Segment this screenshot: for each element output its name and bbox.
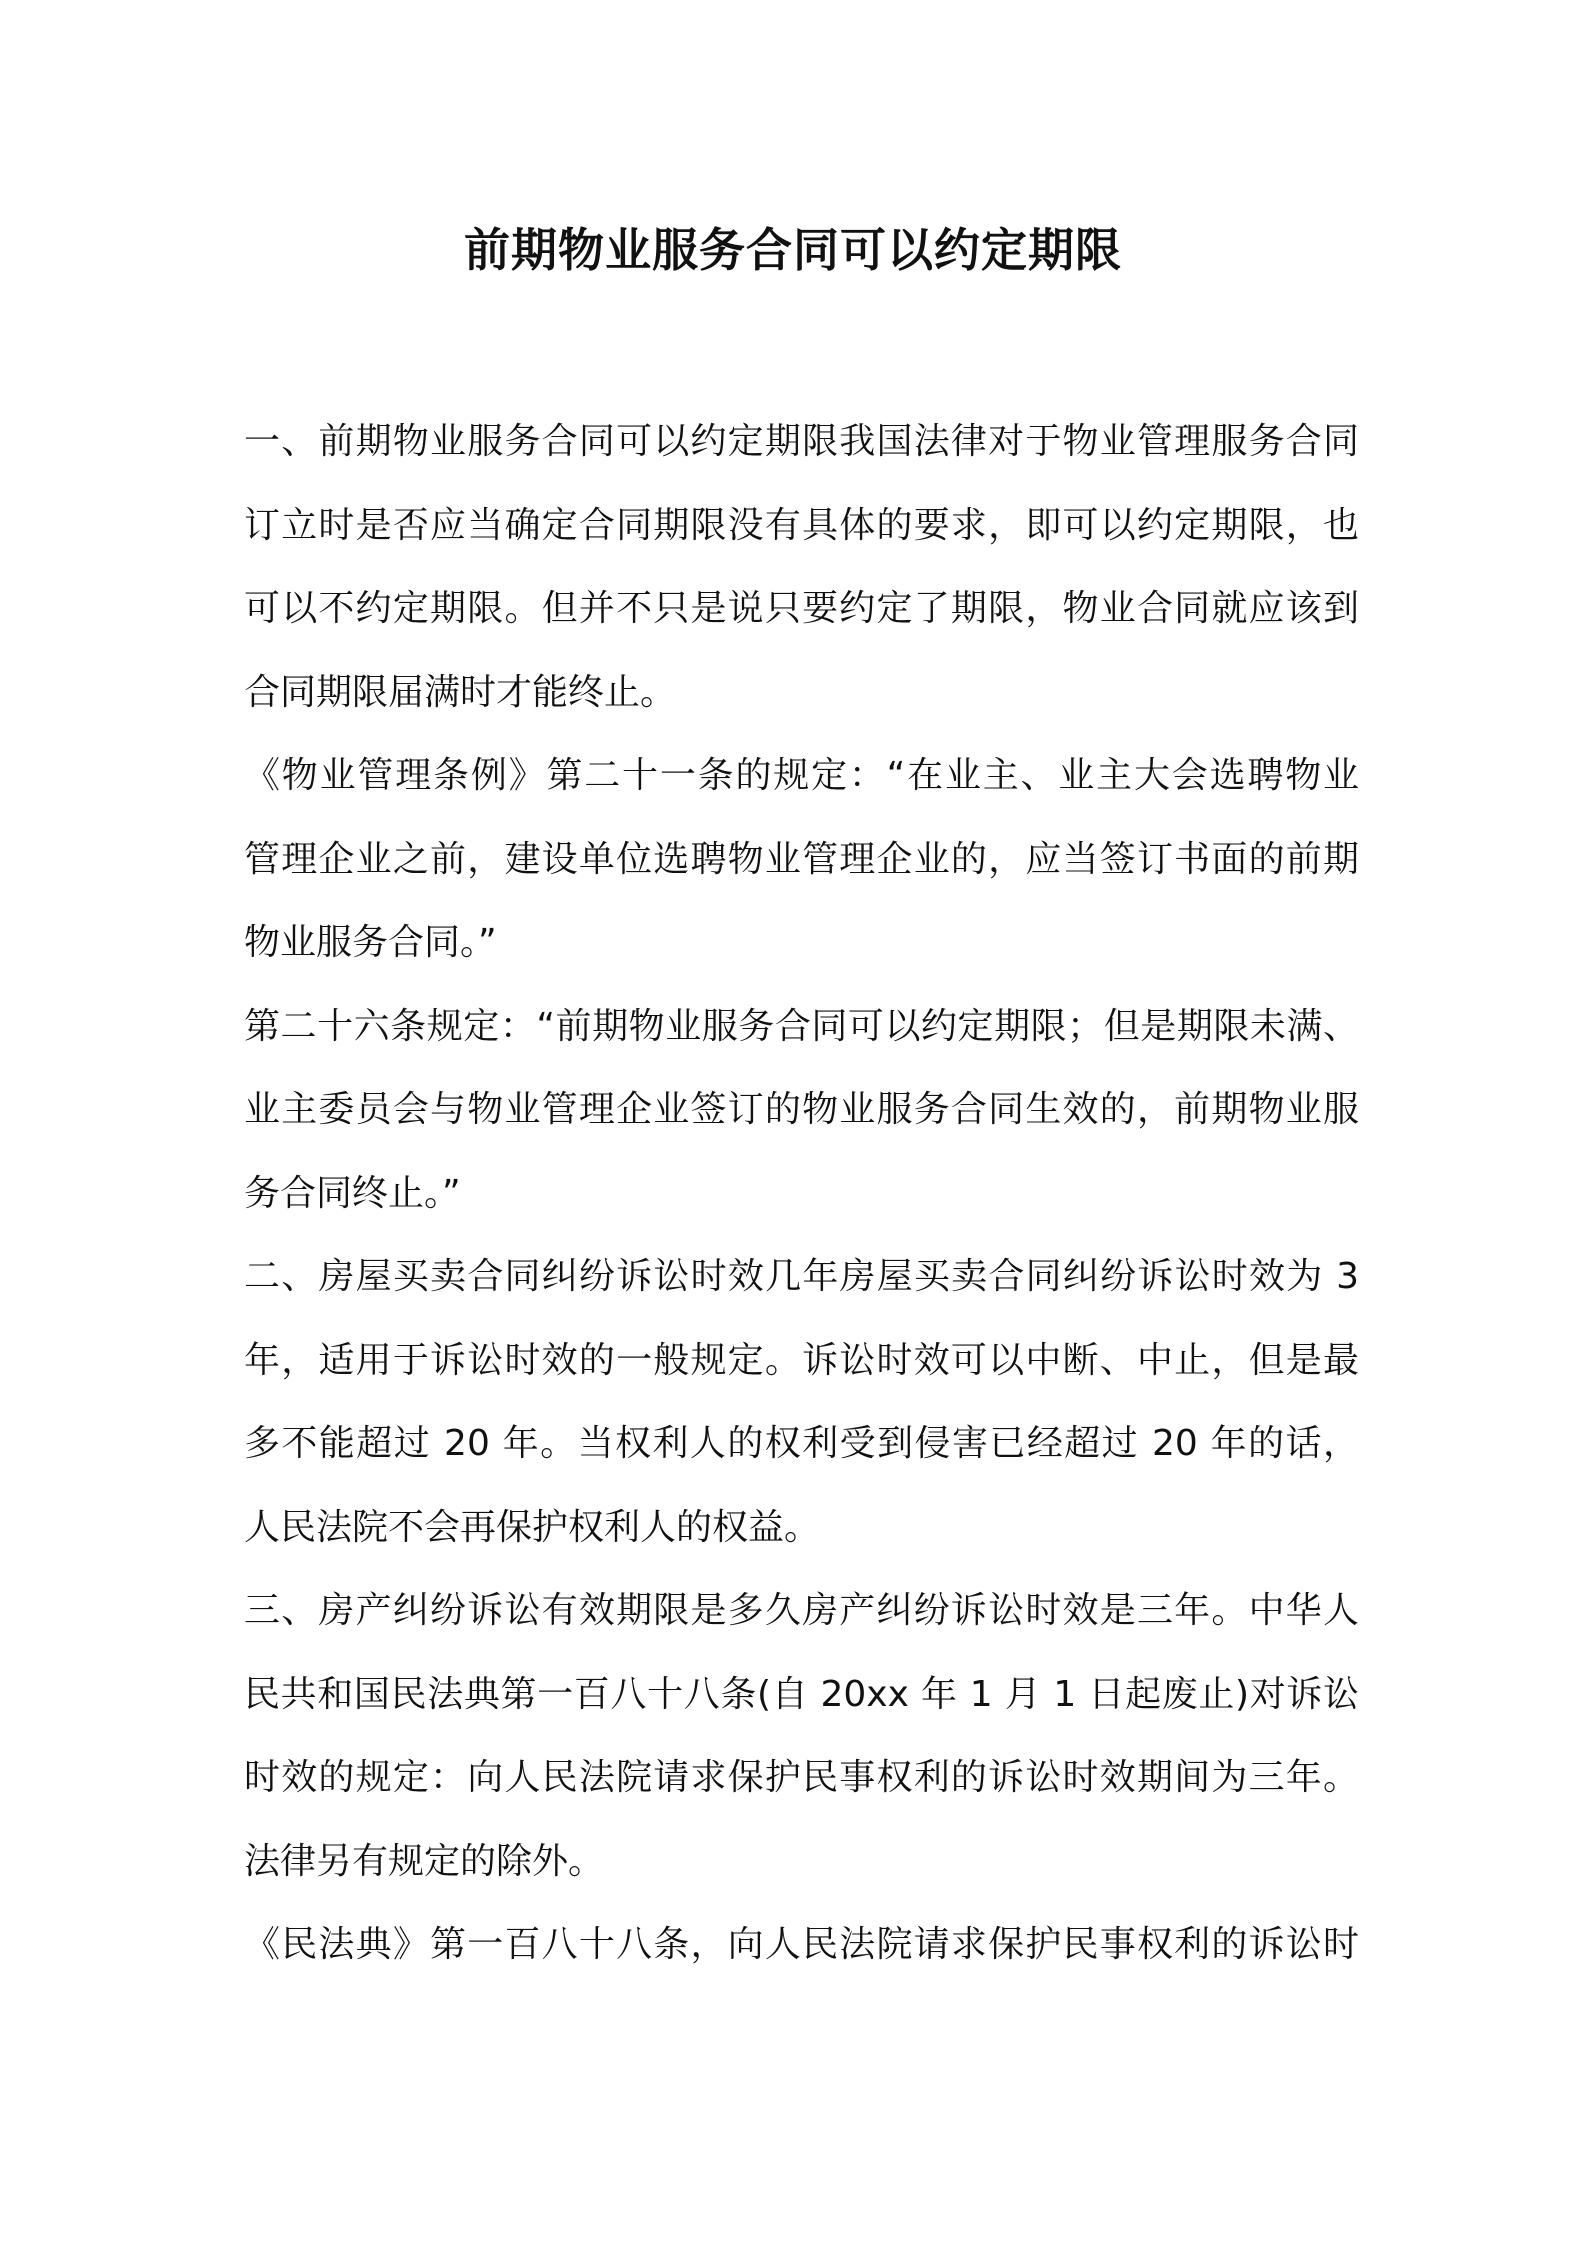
body-line: 《民法典》第一百八十八条，向人民法院请求保护民事权利的诉讼时	[244, 1924, 1359, 1965]
body-line: 年，适用于诉讼时效的一般规定。诉讼时效可以中断、中止，但是最	[244, 1339, 1359, 1381]
body-line: 时效的规定：向人民法院请求保护民事权利的诉讼时效期间为三年。	[244, 1757, 1359, 1798]
document-body	[244, 400, 1359, 1987]
body-line: 人民法院不会再保护权利人的权益。	[244, 1506, 821, 1548]
body-line: 管理企业之前，建设单位选聘物业管理企业的，应当签订书面的前期	[244, 838, 1359, 880]
body-line: 可以不约定期限。但并不只是说只要约定了期限，物业合同就应该到	[244, 588, 1359, 629]
body-line: 订立时是否应当确定合同期限没有具体的要求，即可以约定期限，也	[244, 504, 1359, 546]
body-line: 二、房屋买卖合同纠纷诉讼时效几年房屋买卖合同纠纷诉讼时效为 3	[244, 1256, 1359, 1297]
body-line: 合同期限届满时才能终止。	[244, 671, 677, 713]
body-line: 民共和国民法典第一百八十八条(自 20xx 年 1 月 1 日起废止)对诉讼	[244, 1673, 1359, 1715]
body-line: 《物业管理条例》第二十一条的规定：“在业主、业主大会选聘物业	[244, 755, 1359, 796]
body-line: 一、前期物业服务合同可以约定期限我国法律对于物业管理服务合同	[244, 421, 1359, 462]
body-line: 业主委员会与物业管理企业签订的物业服务合同生效的，前期物业服	[244, 1089, 1359, 1130]
body-line: 物业服务合同。”	[244, 922, 497, 963]
body-line: 多不能超过 20 年。当权利人的权利受到侵害已经超过 20 年的话，	[244, 1423, 1359, 1464]
body-line: 法律另有规定的除外。	[244, 1840, 605, 1882]
body-line: 三、房产纠纷诉讼有效期限是多久房产纠纷诉讼时效是三年。中华人	[244, 1590, 1359, 1631]
body-line: 第二十六条规定：“前期物业服务合同可以约定期限；但是期限未满、	[244, 1005, 1359, 1047]
body-line: 务合同终止。”	[244, 1172, 461, 1214]
document-title: 前期物业服务合同可以约定期限	[464, 223, 1122, 277]
